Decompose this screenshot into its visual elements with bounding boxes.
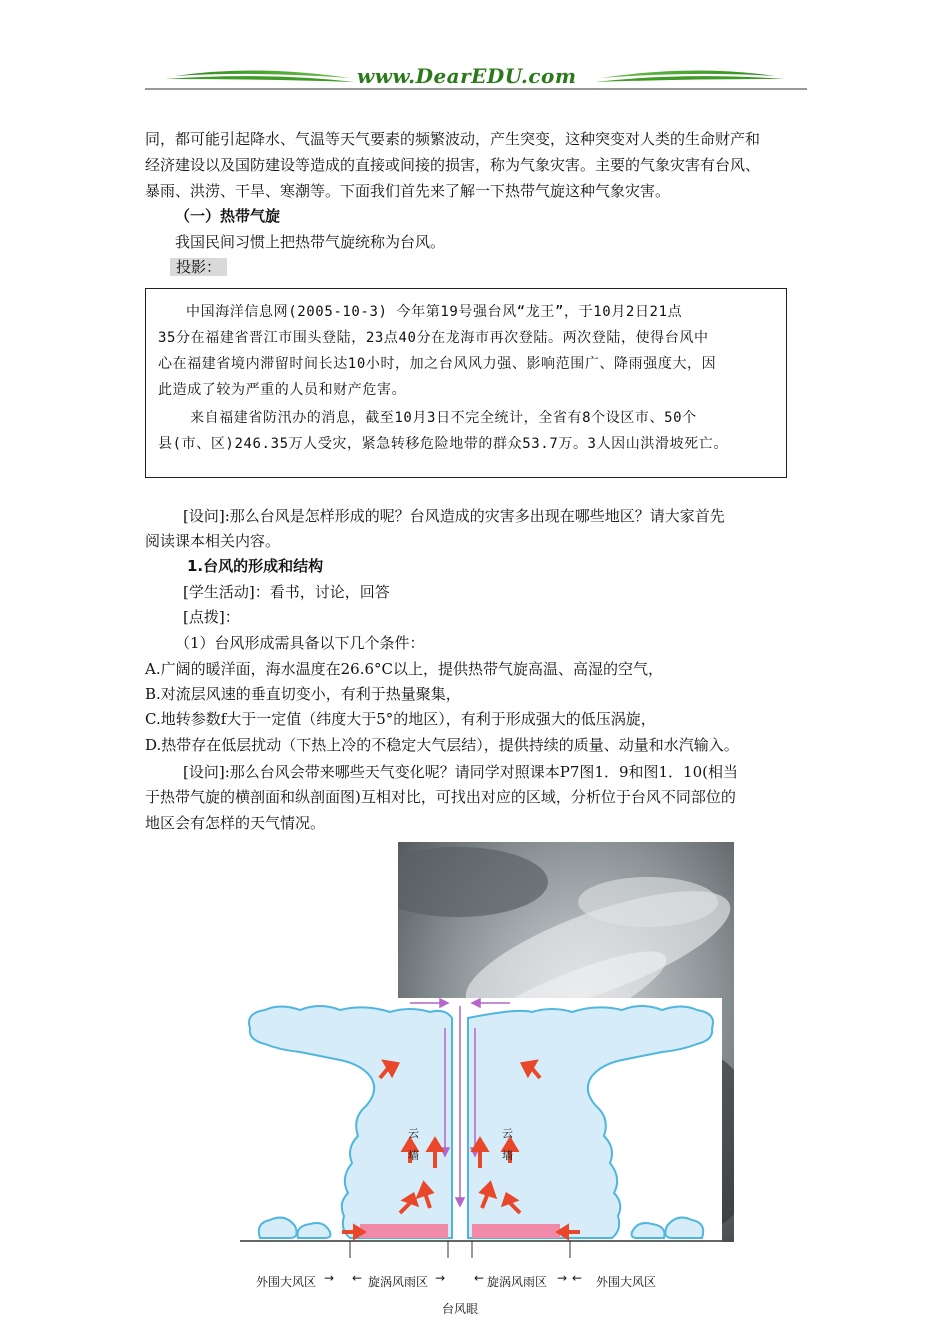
arrow-left-icon: ← xyxy=(474,1271,485,1285)
cloud-wall-right-label: 云墙 xyxy=(502,1127,513,1162)
news-line-6: 县(市、区)246.35万人受灾，紧急转移危险地带的群众53.7万。3人因山洪滑坡死亡。 xyxy=(158,436,728,452)
news-line-2: 35分在福建省晋江市围头登陆，23点40分在龙海市再次登陆。两次登陆，使得台风中 xyxy=(158,330,709,346)
condition-c: C.地转参数f大于一定值（纬度大于5°的地区），有利于形成强大的低压涡旋， xyxy=(145,710,656,728)
intro-line-1: 同，都可能引起降水、气温等天气要素的频繁波动，产生突变，这种突变对人类的生命财产和 xyxy=(145,130,761,148)
question2-line-3: 地区会有怎样的天气情况。 xyxy=(145,814,326,832)
news-line-3: 心在福建省境内滞留时间长达10小时，加之台风风力强、影响范围广、降雨强度大，因 xyxy=(158,356,717,372)
projection-label xyxy=(170,254,227,280)
news-line-5: 来自福建省防汛办的消息，截至10月3日不完全统计，全省有8个设区市、50个 xyxy=(190,410,697,426)
condition-b: B.对流层风速的垂直切变小，有利于热量聚集， xyxy=(145,685,461,703)
question2-line-2: 于热带气旋的横剖面和纵剖面图)互相对比，可找出对应的区域，分析位于台风不同部位的 xyxy=(145,788,736,806)
intro-line-3: 暴雨、洪涝、干旱、寒潮等。下面我们首先来了解一下热带气旋这种气象灾害。 xyxy=(145,182,671,200)
news-line-1: 中国海洋信息网(2005-10-3) 今年第19号强台风“龙王”，于10月2日21点 xyxy=(186,304,683,320)
label-typhoon-eye: 台风眼 xyxy=(442,1302,479,1316)
news-line-4: 此造成了较为严重的人员和财产危害。 xyxy=(158,382,407,398)
arrow-left-icon: ← xyxy=(352,1271,363,1285)
news-quote-box xyxy=(145,288,787,478)
arrow-right-icon: → xyxy=(557,1271,568,1285)
question1-line-1: [设问]:那么台风是怎样形成的呢？台风造成的灾害多出现在哪些地区？请大家首先 xyxy=(183,507,725,525)
label-spiral-right: 旋涡风雨区 xyxy=(487,1275,548,1289)
conditions-title: （1）台风形成需具备以下几个条件： xyxy=(175,634,425,652)
section-text: 我国民间习惯上把热带气旋统称为台风。 xyxy=(175,233,446,251)
section-heading-tropical-cyclone: （一）热带气旋 xyxy=(175,207,281,225)
condition-a: A.广阔的暖洋面，海水温度在26.6°C以上，提供热带气旋高温、高湿的空气， xyxy=(145,660,663,678)
question2-line-1: [设问]:那么台风会带来哪些天气变化呢？请同学对照课本P7图1．9和图1．10(相当 xyxy=(183,763,738,781)
label-outer-right: 外围大风区 xyxy=(596,1275,657,1289)
arrow-left-icon: ← xyxy=(572,1271,583,1285)
label-outer-left: 外围大风区 xyxy=(256,1275,317,1289)
header-banner xyxy=(145,62,807,94)
typhoon-cross-section-diagram xyxy=(240,998,722,1298)
arrow-right-icon: → xyxy=(324,1271,335,1285)
condition-d: D.热带存在低层扰动（下热上冷的不稳定大气层结），提供持续的质量、动量和水汽输入。 xyxy=(145,736,739,754)
cloud-wall-left-label: 云墙 xyxy=(408,1127,419,1162)
projection-label-text: 投影： xyxy=(170,258,227,276)
arrow-right-icon: → xyxy=(435,1271,446,1285)
site-logo-text[interactable]: www.DearEDU.com xyxy=(357,64,577,88)
hint-label: [点拨]： xyxy=(183,608,240,626)
student-activity: [学生活动]：看书，讨论，回答 xyxy=(183,583,390,601)
subsection-heading-formation: 1.台风的形成和结构 xyxy=(187,557,324,575)
question1-line-2: 阅读课本相关内容。 xyxy=(145,532,281,550)
intro-line-2: 经济建设以及国防建设等造成的直接或间接的损害，称为气象灾害。主要的气象灾害有台风、 xyxy=(145,156,761,174)
label-spiral-left: 旋涡风雨区 xyxy=(368,1275,429,1289)
